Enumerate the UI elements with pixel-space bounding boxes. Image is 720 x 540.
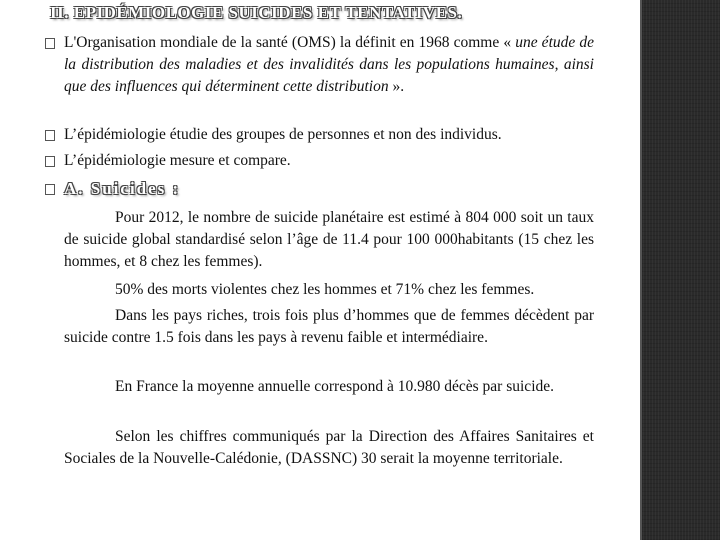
bullet-marker-icon (45, 38, 55, 49)
bullet-groups: L’épidémiologie étudie des groupes de personnes et non des individus. (64, 126, 502, 143)
section-heading: A. Suicides : (64, 179, 181, 198)
paragraph-france: En France la moyenne annuelle correspond à 10.980 décès par suicide. (115, 378, 555, 395)
bullet-text-end: ». (388, 78, 405, 95)
slide-title: II. EPIDÉMIOLOGIE SUICIDES ET TENTATIVES. (50, 3, 463, 22)
bullet-quote: une étude de la distribution des maladies et des invalidités dans les populations humaines, ainsi que des influences qui déterminent cette distribution (64, 34, 594, 95)
decorative-sidebar (640, 0, 720, 540)
bullet-marker-icon (45, 130, 55, 141)
paragraph-2012-stats: Pour 2012, le nombre de suicide planétaire est estimé à 804 000 soit un taux de suicide global standardisé selon l’âge de 11.4 pour 100 000habitants (15 chez les hommes, et 8 chez les femmes). (64, 209, 594, 270)
paragraph-rich-countries: Dans les pays riches, trois fois plus d’hommes que de femmes décèdent par suicide contre 1.5 fois dans les pays à revenu faible et intermédiaire. (64, 307, 594, 346)
bullet-oms-definition (64, 32, 594, 98)
bullet-marker-icon (45, 184, 55, 195)
bullet-measure: L’épidémiologie mesure et compare. (64, 152, 291, 169)
paragraph-violent-deaths: 50% des morts violentes chez les hommes et 71% chez les femmes. (115, 281, 535, 298)
sidebar-edge (640, 0, 642, 540)
paragraph-new-caledonia: Selon les chiffres communiqués par la Direction des Affaires Sanitaires et Sociales de la Nouvelle-Calédonie, (DASSNC) 30 serait la moyenne territoriale. (64, 428, 594, 467)
bullet-text: L'Organisation mondiale de la santé (OMS) la définit en 1968 comme « (64, 34, 516, 51)
bullet-marker-icon (45, 156, 55, 167)
